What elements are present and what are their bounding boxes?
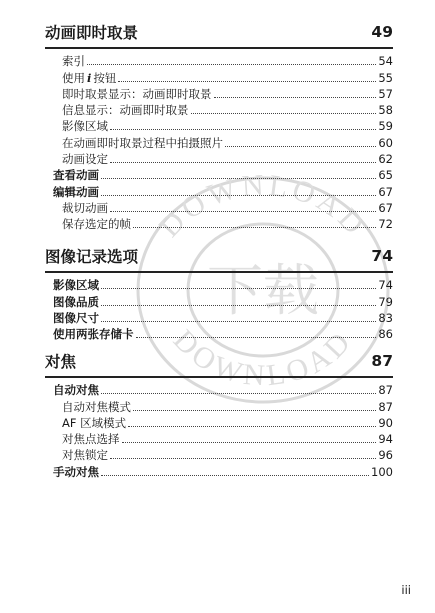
section-page-number: 87: [371, 352, 393, 370]
toc-entry[interactable]: [45, 381, 393, 397]
dot-leader: [101, 177, 376, 179]
watermark-top-text: DOWNLOAD: [152, 168, 374, 244]
entry-page-number: 86: [378, 327, 393, 342]
dot-leader: [101, 474, 369, 476]
entry-label: [53, 295, 99, 309]
entry-label-text: 自动对焦模式: [62, 399, 131, 414]
entry-label-text: 信息显示：动画即时取景: [62, 103, 189, 118]
entry-page-number: 74: [378, 278, 393, 293]
dot-leader: [110, 457, 376, 459]
entry-page-number: 62: [378, 152, 393, 167]
toc-entry[interactable]: [45, 101, 393, 117]
entry-label-text: 使用: [62, 70, 85, 85]
toc-entry[interactable]: [45, 117, 393, 133]
entry-page-number: 67: [378, 200, 393, 215]
dot-leader: [101, 287, 376, 289]
dot-leader: [191, 112, 377, 114]
toc-entry[interactable]: [45, 52, 393, 68]
dot-leader: [122, 441, 377, 443]
entry-label: [62, 71, 116, 85]
entry-page-number: 60: [378, 135, 393, 150]
toc-entry[interactable]: [45, 166, 393, 182]
section-heading[interactable]: [45, 241, 393, 273]
entry-label-text: 编辑动画: [53, 184, 99, 199]
entry-label: [62, 103, 189, 117]
toc-entry[interactable]: [45, 133, 393, 149]
toc-section: [45, 17, 393, 231]
entry-label-text: 影像区域: [62, 119, 108, 134]
toc-entry[interactable]: [45, 325, 393, 341]
entry-page-number: 65: [378, 168, 393, 183]
entry-page-number: 90: [378, 415, 393, 430]
toc-entry[interactable]: [45, 85, 393, 101]
toc-entry[interactable]: [45, 446, 393, 462]
entry-list: [45, 52, 393, 231]
dot-leader: [110, 128, 376, 130]
entry-label: [62, 201, 108, 215]
dot-leader: [214, 96, 377, 98]
section-title: 对焦: [45, 353, 77, 371]
entry-label: [53, 327, 134, 341]
entry-label-text: 保存选定的帧: [62, 217, 131, 232]
page-number: iii: [401, 583, 411, 597]
entry-page-number: 94: [378, 432, 393, 447]
entry-label: [53, 465, 99, 479]
entry-page-number: 57: [378, 86, 393, 101]
entry-label-text: 使用两张存储卡: [53, 327, 134, 342]
toc-entry[interactable]: [45, 276, 393, 292]
dot-leader: [133, 409, 376, 411]
dot-leader: [128, 425, 376, 427]
entry-page-number: 79: [378, 294, 393, 309]
entry-label-text: 对焦点选择: [62, 432, 120, 447]
entry-label: [62, 87, 212, 101]
entry-page-number: 54: [378, 54, 393, 69]
toc-section: [45, 241, 393, 341]
entry-label-text: 在动画即时取景过程中拍摄照片: [62, 135, 223, 150]
entry-label-text: 图像尺寸: [53, 310, 99, 325]
section-heading[interactable]: [45, 346, 393, 378]
dot-leader: [110, 210, 376, 212]
toc-entry[interactable]: [45, 462, 393, 478]
toc-entry[interactable]: [45, 292, 393, 308]
entry-page-number: 83: [378, 310, 393, 325]
dot-leader: [101, 320, 376, 322]
dot-leader: [87, 63, 376, 65]
dot-leader: [118, 80, 376, 82]
dot-leader: [101, 392, 376, 394]
dot-leader: [133, 226, 376, 228]
entry-label-text: 裁切动画: [62, 200, 108, 215]
entry-page-number: 87: [378, 399, 393, 414]
dot-leader: [136, 336, 377, 338]
toc-entry[interactable]: [45, 215, 393, 231]
entry-list: [45, 381, 393, 479]
section-page-number: 49: [371, 23, 393, 41]
entry-page-number: 87: [378, 383, 393, 398]
section-title: 动画即时取景: [45, 24, 139, 42]
entry-page-number: 96: [378, 448, 393, 463]
entry-label: [62, 136, 223, 150]
section-title: 图像记录选项: [45, 248, 139, 266]
toc-entry[interactable]: [45, 199, 393, 215]
toc-entry[interactable]: [45, 182, 393, 198]
entry-label-text: 手动对焦: [53, 464, 99, 479]
entry-label: [53, 383, 99, 397]
entry-label: [62, 152, 108, 166]
entry-label-text: 即时取景显示：动画即时取景: [62, 86, 212, 101]
watermark-bottom-text: DOWNLOAD: [166, 323, 360, 393]
entry-label-suffix: 按钮: [93, 70, 117, 85]
entry-page-number: 67: [378, 184, 393, 199]
entry-label: [62, 416, 126, 430]
section-page-number: 74: [371, 247, 393, 265]
entry-label-text: AF 区域模式: [62, 415, 127, 430]
info-button-icon: i: [87, 70, 92, 85]
entry-page-number: 58: [378, 103, 393, 118]
entry-label: [62, 448, 108, 462]
entry-label: [62, 54, 85, 68]
dot-leader: [101, 194, 376, 196]
entry-label-text: 查看动画: [53, 168, 99, 183]
entry-label: [53, 311, 99, 325]
entry-label: [53, 168, 99, 182]
toc-entry[interactable]: [45, 68, 393, 84]
dot-leader: [101, 304, 376, 306]
entry-page-number: 72: [378, 217, 393, 232]
entry-label-text: 图像品质: [53, 294, 99, 309]
entry-page-number: 55: [378, 70, 393, 85]
entry-label-text: 自动对焦: [53, 383, 99, 398]
entry-label: [62, 432, 120, 446]
watermark-center-text: 下载: [207, 259, 319, 324]
entry-label: [62, 119, 108, 133]
entry-label: [62, 400, 131, 414]
entry-page-number: 59: [378, 119, 393, 134]
entry-label-text: 影像区域: [53, 278, 99, 293]
toc-entry[interactable]: [45, 150, 393, 166]
entry-label-text: 对焦锁定: [62, 448, 108, 463]
entry-page-number: 100: [371, 464, 393, 479]
toc-entry[interactable]: [45, 430, 393, 446]
entry-label: [53, 185, 99, 199]
toc-section: [45, 346, 393, 479]
dot-leader: [110, 161, 376, 163]
entry-label-text: 索引: [62, 54, 85, 69]
toc-entry[interactable]: [45, 397, 393, 413]
toc-entry[interactable]: [45, 309, 393, 325]
toc-entry[interactable]: [45, 414, 393, 430]
section-heading[interactable]: [45, 17, 393, 49]
entry-label-text: 动画设定: [62, 152, 108, 167]
entry-label: [53, 278, 99, 292]
entry-label: [62, 217, 131, 231]
dot-leader: [225, 145, 376, 147]
entry-list: [45, 276, 393, 341]
